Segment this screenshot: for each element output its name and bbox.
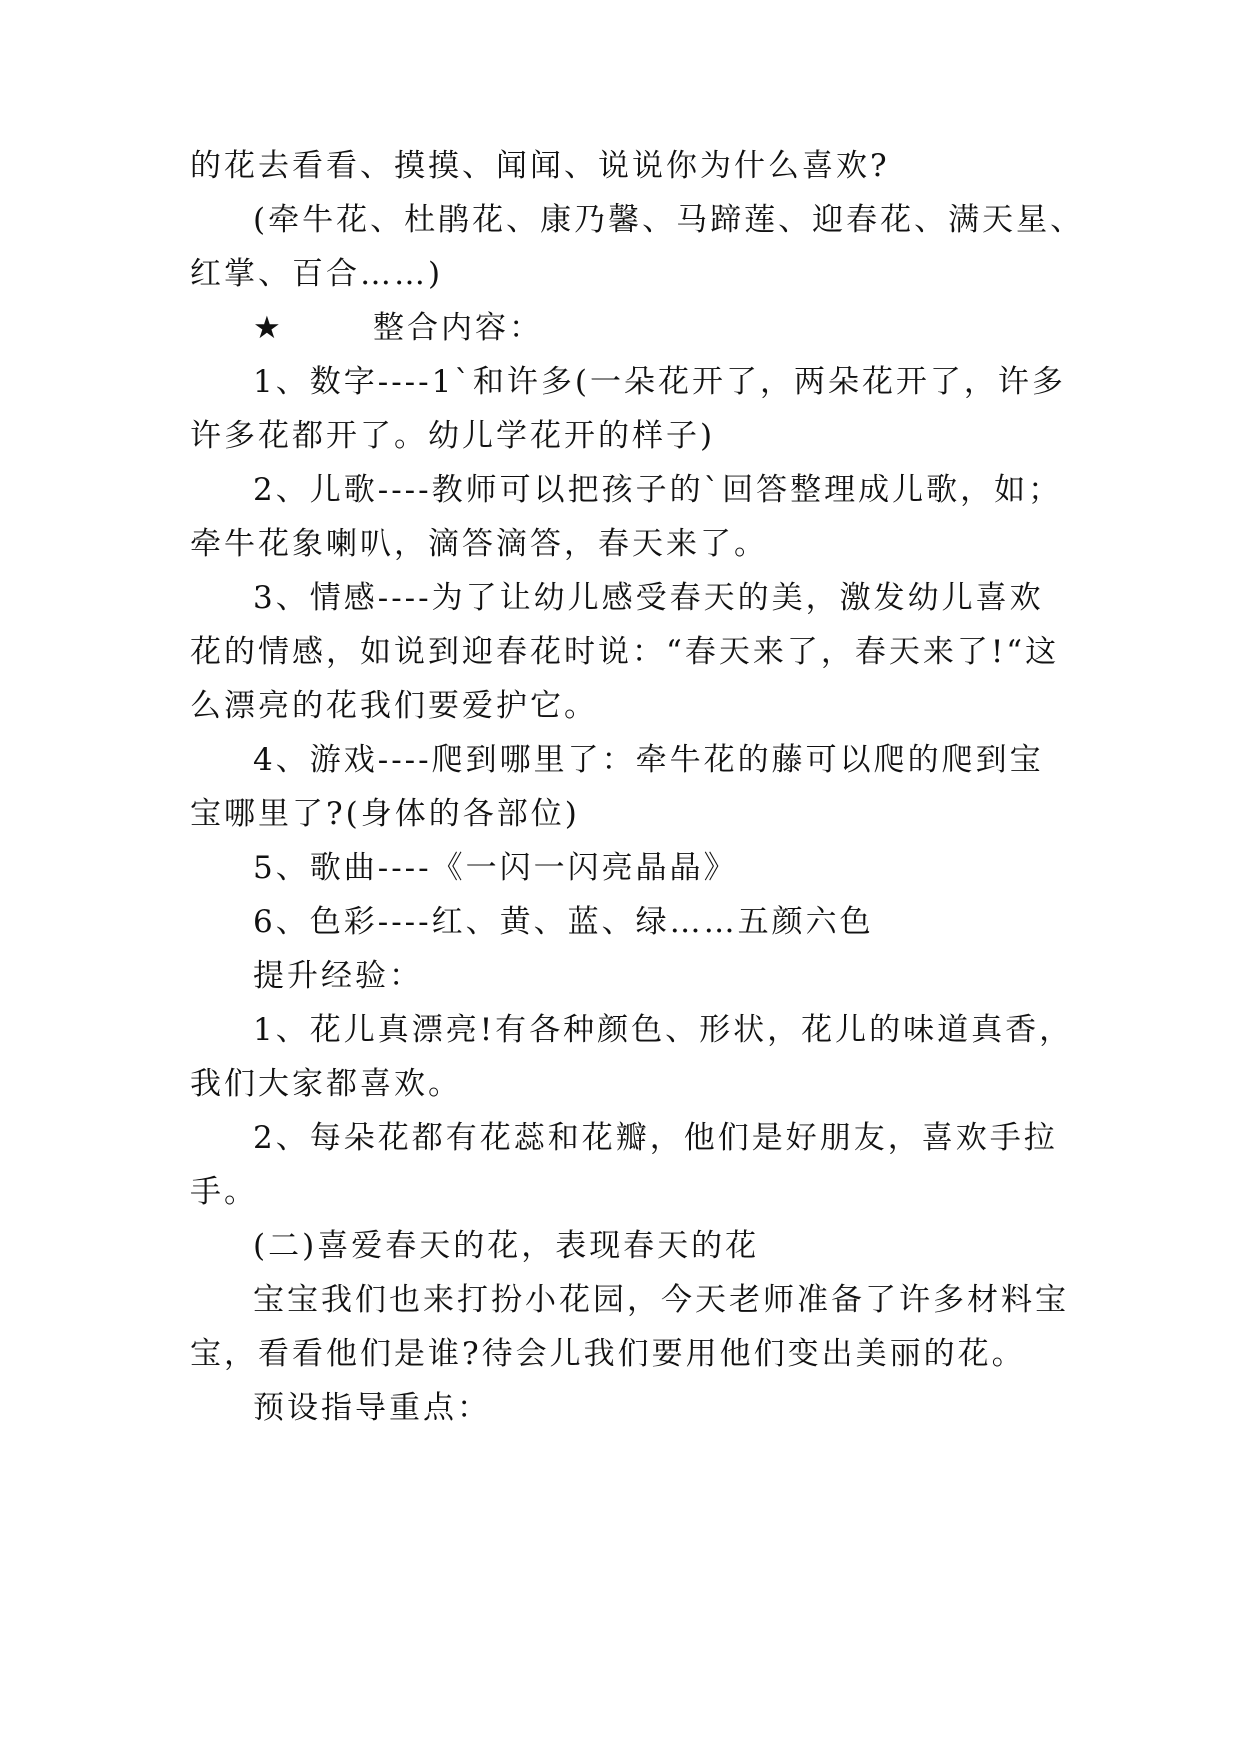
paragraph-line: (二)喜爱春天的花，表现春天的花 (253, 1228, 760, 1264)
paragraph-line: 宝，看看他们是谁?待会儿我们要用他们变出美丽的花。 (190, 1336, 1026, 1372)
paragraph-line: 宝哪里了?(身体的各部位) (190, 796, 580, 832)
section-heading-text: 整合内容： (373, 310, 543, 346)
paragraph-line: 2、儿歌----教师可以把孩子的`回答整理成儿歌，如； (253, 472, 1063, 508)
paragraph-line: 5、歌曲----《一闪一闪亮晶晶》 (253, 850, 738, 886)
section-heading (253, 308, 543, 348)
star-icon: ★ (253, 310, 284, 346)
paragraph-line: 么漂亮的花我们要爱护它。 (190, 688, 598, 724)
paragraph-line: 牵牛花象喇叭，滴答滴答，春天来了。 (190, 526, 768, 562)
paragraph-line: 4、游戏----爬到哪里了：牵牛花的藤可以爬的爬到宝 (253, 742, 1044, 778)
paragraph-line: (牵牛花、杜鹃花、康乃馨、马蹄莲、迎春花、满天星、 (253, 202, 1085, 238)
paragraph-line: 花的情感，如说到迎春花时说：“春天来了，春天来了!“这 (190, 634, 1060, 670)
paragraph-line: 的花去看看、摸摸、闻闻、说说你为什么喜欢? (190, 148, 890, 184)
paragraph-line: 手。 (190, 1174, 258, 1210)
paragraph-line: 2、每朵花都有花蕊和花瓣，他们是好朋友，喜欢手拉 (253, 1120, 1058, 1156)
paragraph-line: 我们大家都喜欢。 (190, 1066, 462, 1102)
paragraph-line: 6、色彩----红、黄、蓝、绿……五颜六色 (253, 904, 874, 940)
paragraph-line: 许多花都开了。幼儿学花开的样子) (190, 418, 716, 454)
paragraph-line: 3、情感----为了让幼儿感受春天的美，激发幼儿喜欢 (253, 580, 1044, 616)
paragraph-line: 1、数字----1`和许多(一朵花开了，两朵花开了，许多 (253, 364, 1066, 400)
paragraph-line: 提升经验： (253, 958, 423, 994)
paragraph-line: 红掌、百合……) (190, 256, 444, 292)
paragraph-line: 宝宝我们也来打扮小花园，今天老师准备了许多材料宝 (253, 1282, 1069, 1318)
paragraph-line: 1、花儿真漂亮!有各种颜色、形状，花儿的味道真香， (253, 1012, 1074, 1048)
paragraph-line: 预设指导重点： (253, 1390, 491, 1426)
